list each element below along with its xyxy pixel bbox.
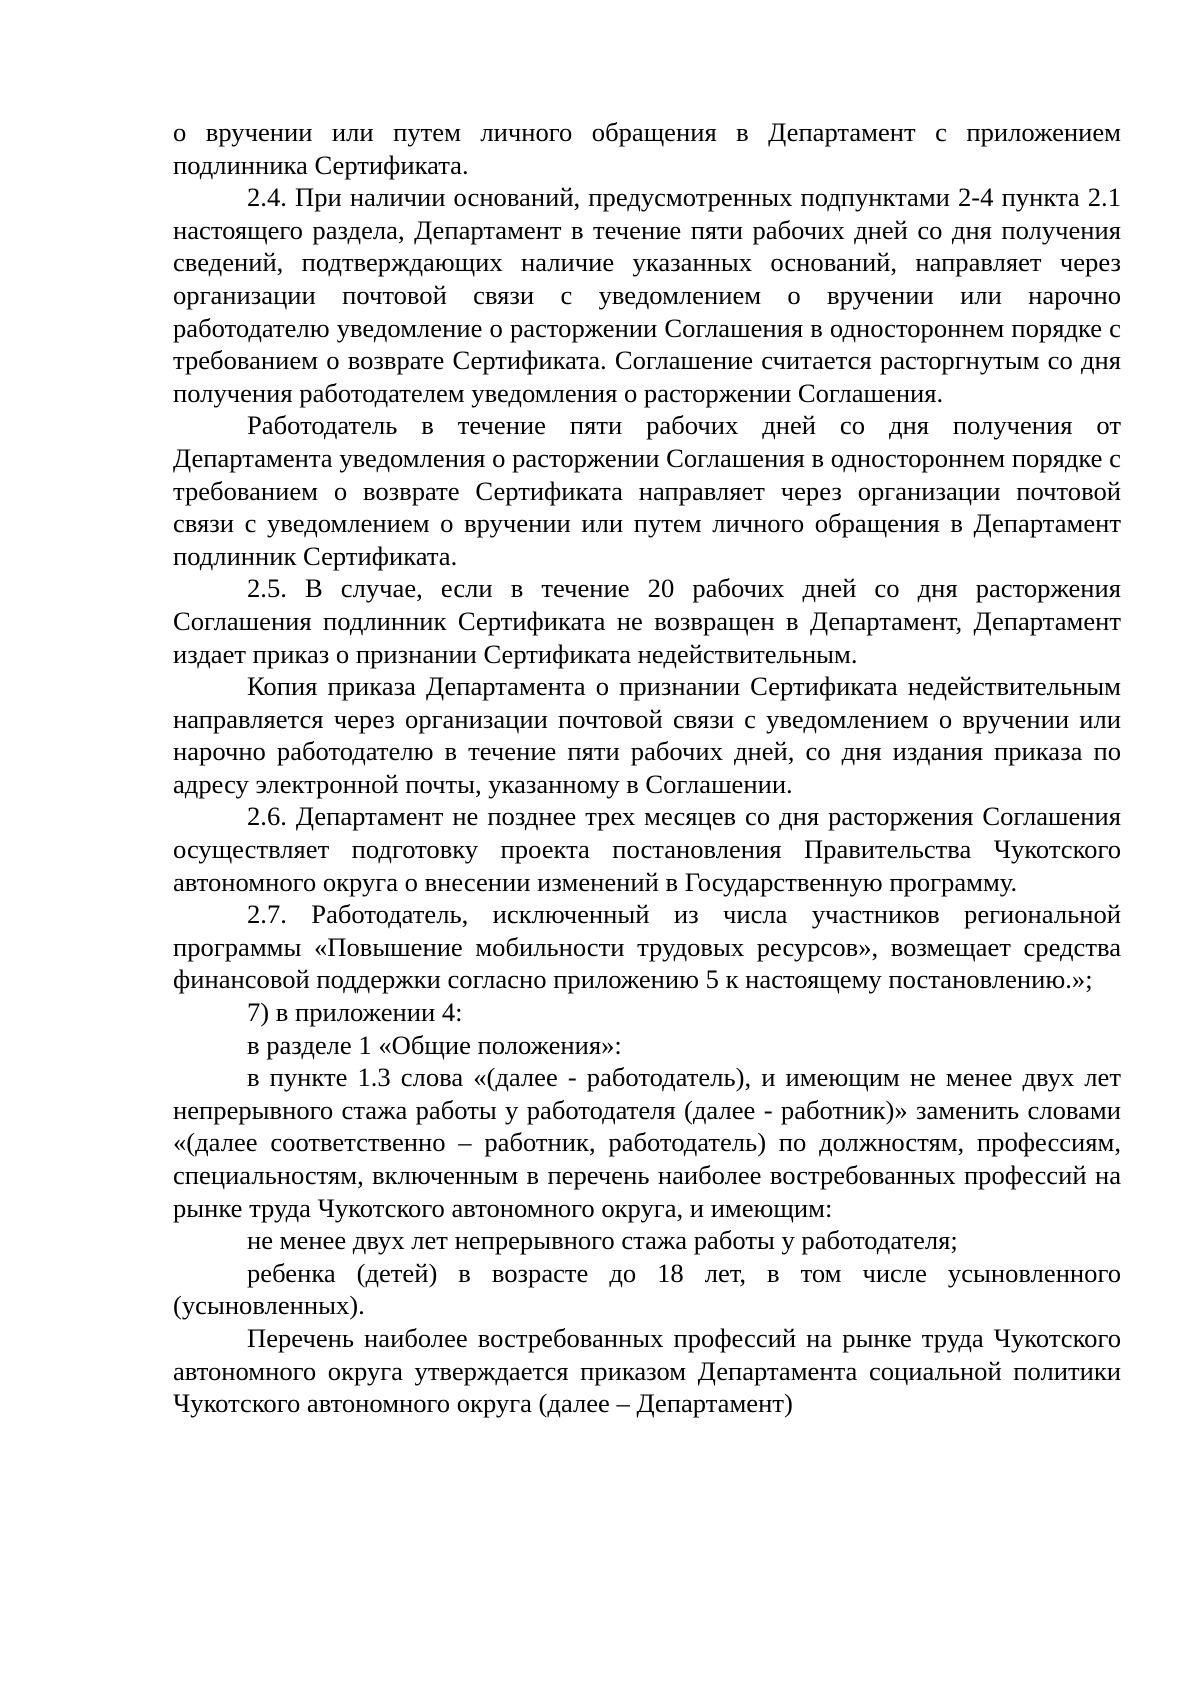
paragraph: ребенка (детей) в возрасте до 18 лет, в том числе усыновленного (усыновленных).: [173, 1257, 1121, 1321]
document-body: [173, 116, 1121, 1420]
paragraph: в разделе 1 «Общие положения»:: [247, 1029, 622, 1060]
paragraph: Копия приказа Департамента о признании Сертификата недействительным направляется через организации почтовой связи с уведомлением о вручении или нарочно работодателю в течение пяти рабочих дней, со дня издания приказа по адресу электронной почты, указанному в Соглашении.: [173, 671, 1121, 799]
paragraph: не менее двух лет непрерывного стажа работы у работодателя;: [247, 1225, 958, 1256]
paragraph-2-5: 2.5. В случае, если в течение 20 рабочих дней со дня расторжения Соглашения подлинник Сертификата не возвращен в Департамент, Департамент издает приказ о признании Сертификата недействительным.: [173, 573, 1121, 669]
paragraph-item-7: 7) в приложении 4:: [247, 997, 463, 1028]
paragraph: Перечень наиболее востребованных профессий на рынке труда Чукотского автономного округа утверждается приказом Департамента социальной политики Чукотского автономного округа (далее – Департамент): [173, 1322, 1121, 1419]
paragraph: о вручении или путем личного обращения в Департамент с приложением подлинника Сертификата.: [173, 117, 1121, 180]
paragraph-2-7: 2.7. Работодатель, исключенный из числа участников региональной программы «Повышение мобильности трудовых ресурсов», возмещает средства финансовой поддержки согласно приложению 5 к настоящему постановлению.»;: [173, 899, 1121, 995]
paragraph-2-6: 2.6. Департамент не позднее трех месяцев со дня расторжения Соглашения осуществляет подготовку проекта постановления Правительства Чукотского автономного округа о внесении изменений в Государственную программу.: [173, 801, 1121, 897]
paragraph-2-4: 2.4. При наличии оснований, предусмотренных подпунктами 2-4 пункта 2.1 настоящего раздела, Департамент в течение пяти рабочих дней со дня получения сведений, подтверждающих наличие указанных оснований, направляет через организации почтовой связи с уведомлением о вручении или нарочно работодателю уведомление о расторжении Соглашения в одностороннем порядке с требованием о возврате Сертификата. Соглашение считается расторгнутым со дня получения работодателем уведомления о расторжении Соглашения.: [173, 182, 1121, 408]
paragraph: Работодатель в течение пяти рабочих дней со дня получения от Департамента уведомления о расторжении Соглашения в одностороннем порядке с требованием о возврате Сертификата направляет через организации почтовой связи с уведомлением о вручении или путем личного обращения в Департамент подлинник Сертификата.: [173, 410, 1121, 571]
paragraph: в пункте 1.3 слова «(далее - работодатель), и имеющим не менее двух лет непрерывного стажа работы у работодателя (далее - работник)» заменить словами «(далее соответственно – работник, работодатель) по должностям, профессиям, специальностям, включенным в перечень наиболее востребованных профессий на рынке труда Чукотского автономного округа, и имеющим:: [173, 1062, 1121, 1223]
